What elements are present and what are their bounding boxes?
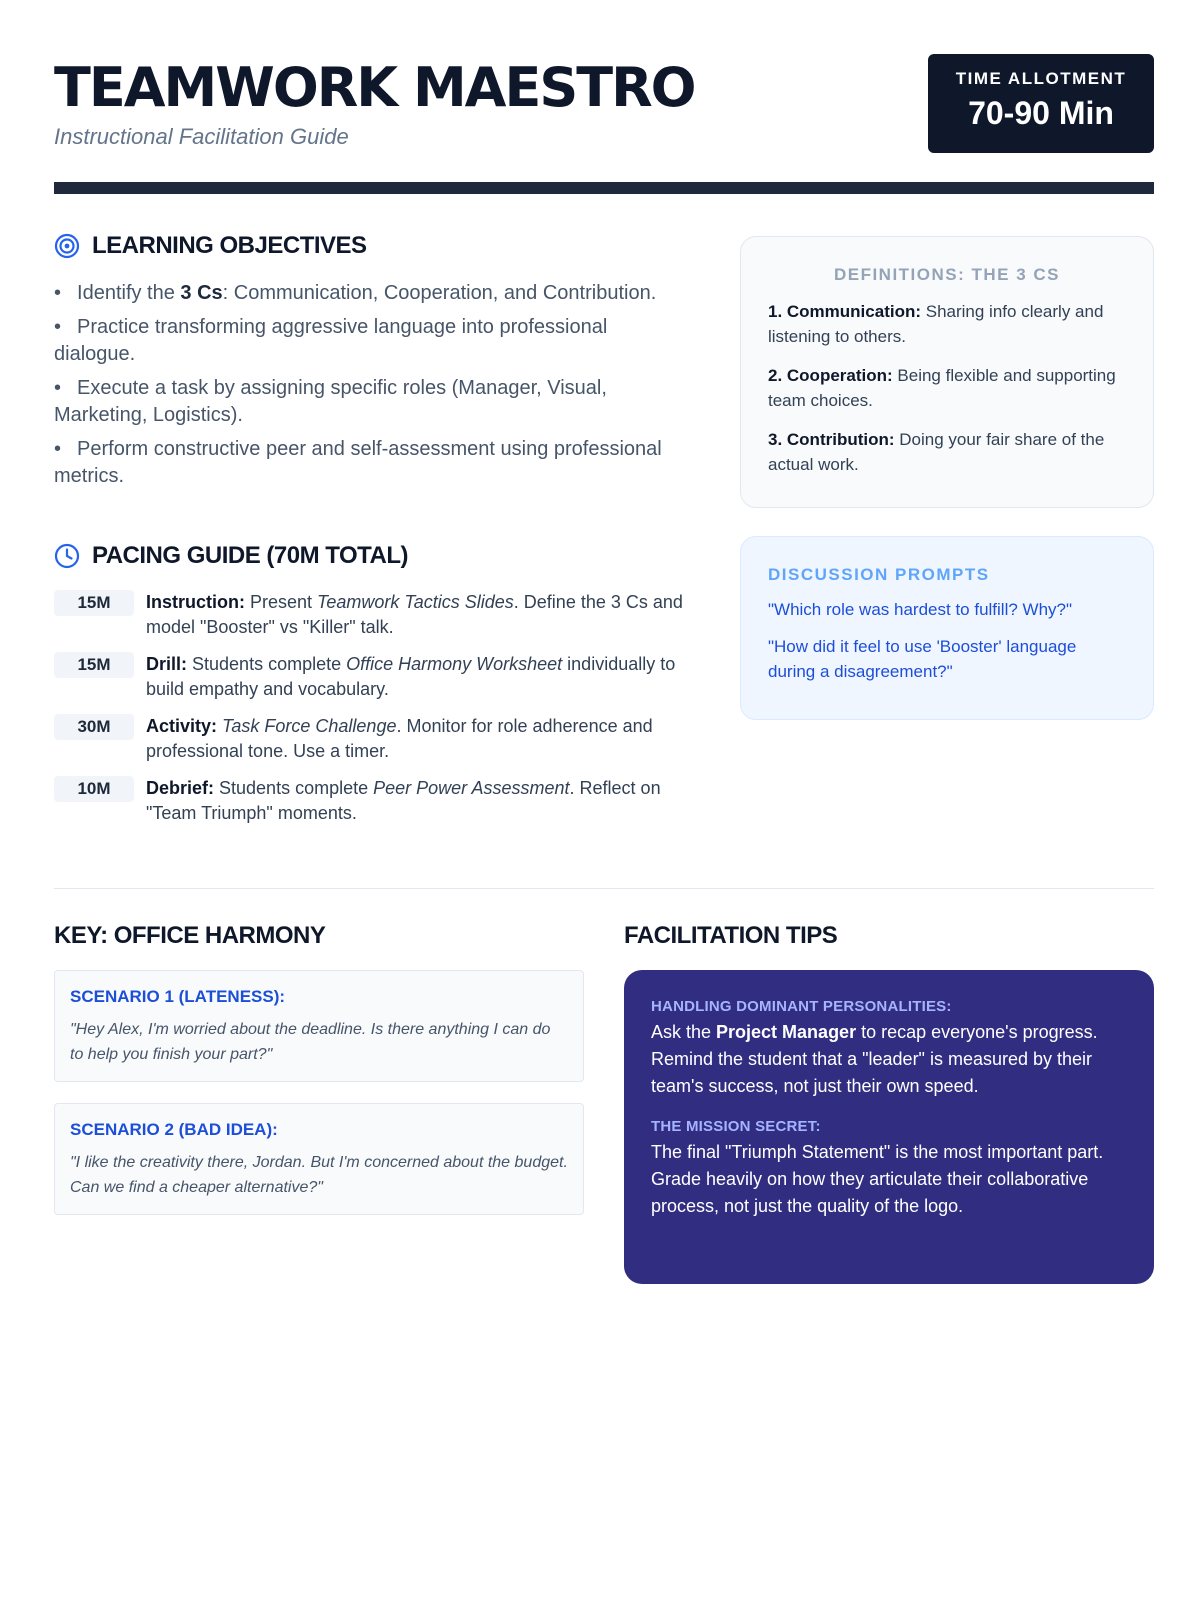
tip-title: THE MISSION SECRET: xyxy=(651,1118,821,1135)
header-divider xyxy=(54,182,1154,194)
clock-icon xyxy=(54,543,80,569)
list-item: • Practice transforming aggressive language into professional dialogue. xyxy=(54,316,608,365)
pacing-description: Activity: Task Force Challenge. Monitor for role adherence and professional tone. Use a timer. xyxy=(146,716,653,761)
pacing-row xyxy=(54,652,694,702)
facilitation-tips-card xyxy=(624,970,1154,1284)
pacing-row xyxy=(54,776,694,826)
tip-text: The final "Triumph Statement" is the most important part. Grade heavily on how they articulate their collaborative process, not just the quality of the logo. xyxy=(651,1142,1104,1216)
key-heading: KEY: OFFICE HARMONY xyxy=(54,922,326,949)
page-subtitle: Instructional Facilitation Guide xyxy=(54,124,349,149)
tip-text: Ask the Project Manager to recap everyone's progress. Remind the student that a "leader" is measured by their team's success, not just their own speed. xyxy=(651,1022,1098,1096)
discussion-prompts-card xyxy=(740,536,1154,720)
pacing-description: Instruction: Present Teamwork Tactics Slides. Define the 3 Cs and model "Booster" vs "Killer" talk. xyxy=(146,592,683,637)
tip-block xyxy=(651,1118,1127,1220)
time-badge: 10M xyxy=(54,776,134,802)
pacing-heading xyxy=(54,542,408,570)
definition-item: 2. Cooperation: Being flexible and supporting team choices. xyxy=(768,366,1116,410)
definition-item: 1. Communication: Sharing info clearly and listening to others. xyxy=(768,302,1104,346)
list-item: • Perform constructive peer and self-assessment using professional metrics. xyxy=(54,438,662,487)
pacing-description: Drill: Students complete Office Harmony Worksheet individually to build empathy and vocabulary. xyxy=(146,654,676,699)
time-badge: 15M xyxy=(54,652,134,678)
prompt-item: "How did it feel to use 'Booster' language during a disagreement?" xyxy=(768,637,1077,681)
tips-heading: FACILITATION TIPS xyxy=(624,922,838,949)
objectives-list xyxy=(54,280,694,497)
time-allotment-label: TIME ALLOTMENT xyxy=(955,69,1127,88)
pacing-heading-text: PACING GUIDE (70M TOTAL) xyxy=(92,542,409,569)
scenario-card xyxy=(54,1103,584,1215)
pacing-list xyxy=(54,590,694,838)
tip-block xyxy=(651,998,1127,1100)
scenario-text: "I like the creativity there, Jordan. But I'm concerned about the budget. Can we find a cheaper alternative?" xyxy=(70,1154,568,1196)
pacing-row xyxy=(54,714,694,764)
page-title: TEAMWORK MAESTRO xyxy=(54,56,695,119)
prompts-title: DISCUSSION PROMPTS xyxy=(768,565,990,584)
list-item: • Execute a task by assigning specific roles (Manager, Visual, Marketing, Logistics). xyxy=(54,377,607,426)
scenario-text: "Hey Alex, I'm worried about the deadline. Is there anything I can do to help you finish your part?" xyxy=(70,1021,551,1063)
tip-title: HANDLING DOMINANT PERSONALITIES: xyxy=(651,998,952,1015)
time-badge: 30M xyxy=(54,714,134,740)
pacing-row xyxy=(54,590,694,640)
section-divider xyxy=(54,888,1154,889)
definitions-title: DEFINITIONS: THE 3 CS xyxy=(833,265,1061,284)
objectives-heading xyxy=(54,232,367,260)
prompt-item: "Which role was hardest to fulfill? Why?" xyxy=(768,600,1073,619)
objectives-heading-text: LEARNING OBJECTIVES xyxy=(92,232,367,259)
target-icon xyxy=(54,233,80,259)
scenario-card xyxy=(54,970,584,1082)
pacing-description: Debrief: Students complete Peer Power Assessment. Reflect on "Team Triumph" moments. xyxy=(146,778,661,823)
time-badge: 15M xyxy=(54,590,134,616)
definitions-card xyxy=(740,236,1154,508)
time-allotment-box xyxy=(928,54,1154,153)
definition-item: 3. Contribution: Doing your fair share of the actual work. xyxy=(768,430,1105,474)
scenario-title: SCENARIO 1 (LATENESS): xyxy=(70,987,286,1006)
page-header xyxy=(54,54,1154,194)
scenario-title: SCENARIO 2 (BAD IDEA): xyxy=(70,1120,278,1139)
time-allotment-value: 70-90 Min xyxy=(968,95,1114,131)
list-item: • Identify the 3 Cs: Communication, Cooperation, and Contribution. xyxy=(54,282,657,304)
